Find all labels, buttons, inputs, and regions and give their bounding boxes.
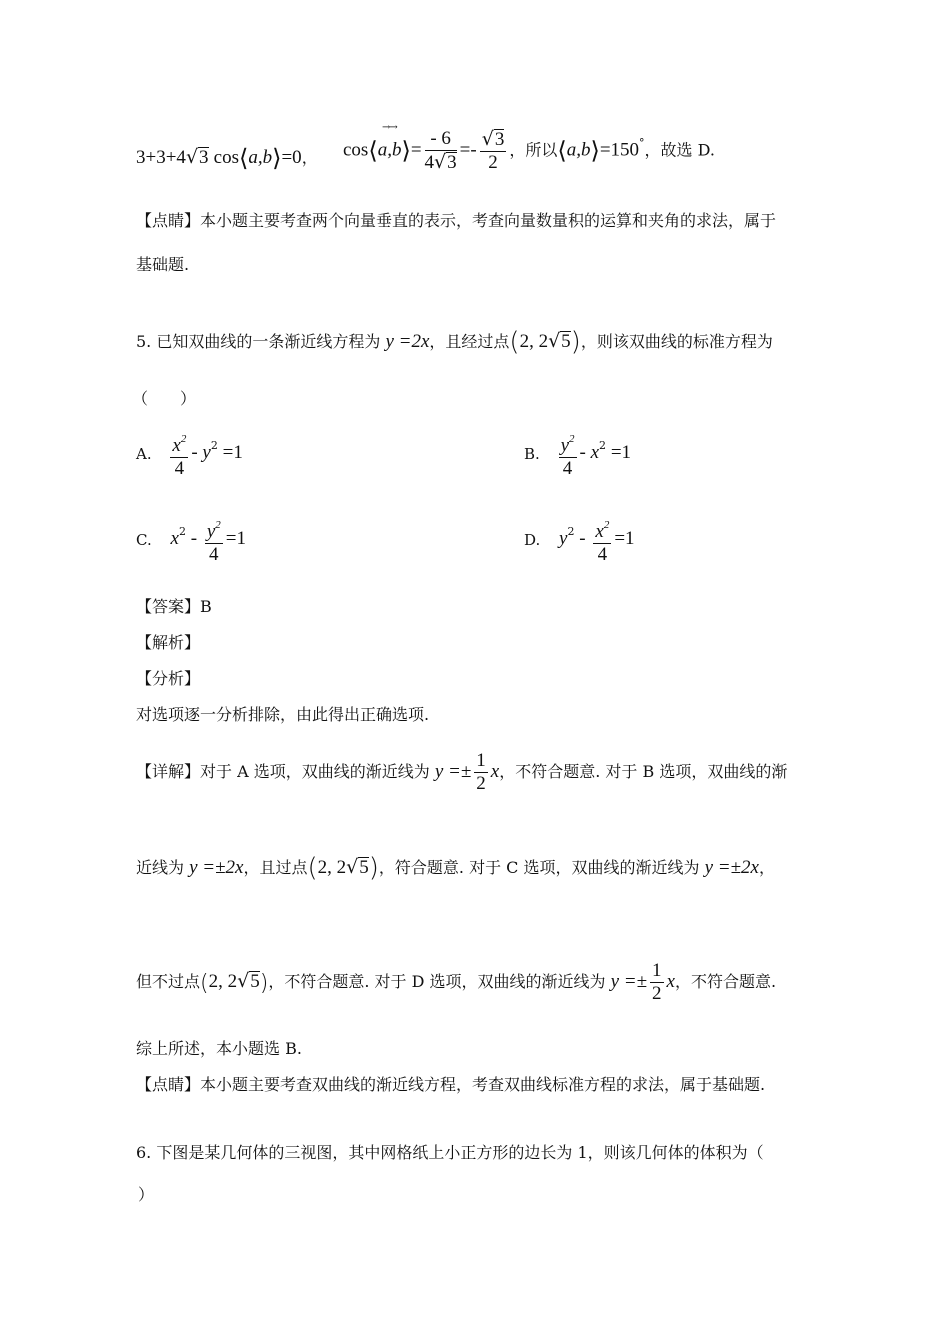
q5-stem-c: ，则该双曲线的标准方程为 xyxy=(580,332,773,351)
option-d-den: 4 xyxy=(597,544,608,565)
sup-2: 2 xyxy=(567,525,575,538)
option-c-den: 4 xyxy=(209,544,219,565)
cos-fraction-line xyxy=(343,128,715,174)
radical-sign-2: √ xyxy=(434,151,447,173)
half-num: 1 xyxy=(476,750,486,771)
radical-sign-4: √ xyxy=(548,330,561,352)
denominator xyxy=(425,151,457,174)
point-coords: 2, 2 xyxy=(519,331,549,352)
right-paren: ) xyxy=(259,971,269,996)
half-num: 1 xyxy=(652,960,662,981)
option-c-lead: x xyxy=(170,528,179,549)
vector-pair: a,b xyxy=(248,147,273,168)
sup-2: 2 xyxy=(599,439,607,452)
answer-line xyxy=(136,596,212,618)
num-sqrt: 3 xyxy=(494,129,505,150)
option-a-fraction xyxy=(170,428,188,480)
summary-line: 综上所述，本小题选 B. xyxy=(136,1039,302,1058)
review-2-line xyxy=(136,1074,765,1096)
fraction-sqrt3-2 xyxy=(480,128,507,174)
question-6-close: ） xyxy=(138,1185,155,1204)
option-b-fraction xyxy=(559,428,577,480)
vector-computation-line xyxy=(136,146,318,186)
var-y: y xyxy=(206,521,216,542)
vector-arrows: →→ xyxy=(382,122,397,133)
y-pm: y =± xyxy=(434,761,472,782)
option-b-num xyxy=(559,428,577,458)
option-b-label: B. xyxy=(524,445,540,463)
var-y: y xyxy=(560,435,570,456)
expr-sum: 3+3+4 xyxy=(136,147,186,168)
fraction-neg6 xyxy=(425,128,457,174)
analysis-tag: 【解析】 xyxy=(136,633,201,652)
detail-p2c: ，符合题意. 对于 C 选项，双曲线的渐近线为 xyxy=(378,858,700,877)
radical-sign-6: √ xyxy=(237,970,250,992)
option-d[interactable] xyxy=(524,514,635,566)
detail-p2b: ，且过点 xyxy=(243,858,308,877)
y-pm: y =± xyxy=(610,971,648,992)
review-1-line-1 xyxy=(136,210,776,232)
equals-150: =150 xyxy=(599,139,640,161)
option-c-minus: - xyxy=(190,528,198,549)
var-x: x xyxy=(666,971,675,992)
point-coords: 2, 2 xyxy=(208,971,238,992)
detail-p2a: 近线为 xyxy=(136,858,185,877)
question-5-stem xyxy=(136,327,773,357)
option-d-label: D. xyxy=(524,531,541,549)
sup-2: 2 xyxy=(569,433,575,445)
var-x: x xyxy=(595,521,604,542)
question-5-paren: （ ） xyxy=(132,389,197,408)
choose-d: ，故选 D. xyxy=(644,140,715,160)
right-angle: ⟩ xyxy=(272,144,282,172)
detail-tag: 【详解】 xyxy=(136,762,201,781)
cos-label-2: cos xyxy=(343,139,369,161)
option-b-rest: - x xyxy=(579,442,600,463)
degree-sign: ° xyxy=(639,136,645,150)
option-c[interactable] xyxy=(136,514,246,566)
asymptote-equation: y =2x xyxy=(385,331,430,352)
var-x: x xyxy=(490,761,500,782)
vector-pair-3: a,b xyxy=(566,139,591,161)
option-d-minus: - xyxy=(579,528,586,549)
fenxi-tag: 【分析】 xyxy=(136,669,201,688)
left-paren: ( xyxy=(307,853,318,883)
point-coords: 2, 2 xyxy=(317,857,347,878)
question-6-stem: 6. 下图是某几何体的三视图，其中网格纸上小正方形的边长为 1，则该几何体的体积为（ xyxy=(136,1143,764,1162)
var-x: x xyxy=(172,435,181,456)
radical-sign-5: √ xyxy=(346,856,359,878)
detail-p3c: ，不符合题意. xyxy=(674,972,777,991)
cos-label: cos xyxy=(213,147,239,168)
sup-2: 2 xyxy=(178,525,186,538)
right-paren: ) xyxy=(368,853,379,883)
half-den: 2 xyxy=(476,773,486,794)
equals-zero: =0 xyxy=(281,147,302,168)
option-c-fraction xyxy=(205,514,223,566)
right-angle-2: ⟩ xyxy=(401,136,411,165)
review-text-2: 本小题主要考查双曲线的渐近线方程，考查双曲线标准方程的求法，属于基础题. xyxy=(200,1075,766,1094)
detail-p3b: ，不符合题意. 对于 D 选项，双曲线的渐近线为 xyxy=(268,972,606,991)
option-a-den: 4 xyxy=(174,458,185,479)
left-paren: ( xyxy=(509,327,520,357)
review-1-line-2: 基础题. xyxy=(136,255,190,274)
point-sqrt: 5 xyxy=(250,971,260,992)
option-c-label: C. xyxy=(136,531,152,549)
review-tag: 【点睛】 xyxy=(136,211,201,230)
sqrt-3: 3 xyxy=(199,147,209,168)
half-fraction xyxy=(474,750,488,795)
numerator: - 6 xyxy=(425,128,457,151)
q5-stem-a: 5. 已知双曲线的一条渐近线方程为 xyxy=(136,332,381,351)
q5-stem-b: ，且经过点 xyxy=(429,332,510,351)
review-tag-2: 【点睛】 xyxy=(136,1075,201,1094)
option-d-lead: y xyxy=(559,528,568,549)
answer-tag: 【答案】 xyxy=(136,597,201,616)
left-angle: ⟨ xyxy=(238,144,249,172)
half-fraction xyxy=(650,960,664,1005)
option-c-eq: =1 xyxy=(225,528,246,549)
detail-line-1 xyxy=(136,750,787,795)
y-pm-2x-2: y =±2x xyxy=(704,857,759,878)
option-c-num xyxy=(205,514,223,544)
option-a-num xyxy=(170,428,188,458)
sup-2: 2 xyxy=(210,439,218,452)
point-sqrt: 5 xyxy=(359,857,369,878)
den-coef: 4 xyxy=(424,152,435,173)
equals: = xyxy=(410,139,422,161)
sup-2: 2 xyxy=(603,519,610,531)
detail-p2d: ， xyxy=(758,858,775,877)
suoyi-text: ，所以 xyxy=(509,140,558,160)
left-paren: ( xyxy=(200,971,209,996)
option-b-den: 4 xyxy=(562,458,573,479)
sup-2: 2 xyxy=(215,519,221,531)
radical-sign: √ xyxy=(185,146,199,168)
detail-p1a: 对于 A 选项，双曲线的渐近线为 xyxy=(200,762,430,781)
left-angle-3: ⟨ xyxy=(557,136,567,165)
option-a[interactable] xyxy=(136,428,243,480)
detail-p3a: 但不过点 xyxy=(136,972,201,991)
equals-neg: =- xyxy=(459,139,477,161)
option-a-rest: - y xyxy=(191,442,211,463)
right-paren: ) xyxy=(570,327,581,357)
option-d-num xyxy=(593,514,611,544)
option-b[interactable] xyxy=(524,428,631,480)
detail-p1b: ，不符合题意. 对于 B 选项，双曲线的渐 xyxy=(499,762,788,781)
detail-line-3 xyxy=(136,960,776,1005)
option-d-eq: =1 xyxy=(614,528,635,549)
sup-2: 2 xyxy=(180,433,187,445)
numerator-2 xyxy=(480,128,507,152)
option-d-fraction xyxy=(593,514,611,566)
option-a-label: A. xyxy=(136,445,152,463)
option-a-eq: =1 xyxy=(222,442,243,463)
den-sqrt: 3 xyxy=(447,152,457,173)
vector-pair-2: a,b xyxy=(377,139,402,161)
right-angle-3: ⟩ xyxy=(590,136,600,165)
review-text: 本小题主要考查两个向量垂直的表示，考查向量数量积的运算和夹角的求法，属于 xyxy=(200,211,777,230)
denominator-2: 2 xyxy=(488,152,498,173)
radical-sign-3: √ xyxy=(481,128,494,150)
comma: ， xyxy=(301,148,318,167)
y-pm-2x: y =±2x xyxy=(189,857,244,878)
left-angle-2: ⟨ xyxy=(368,136,378,165)
fenxi-text: 对选项逐一分析排除，由此得出正确选项. xyxy=(136,705,430,724)
detail-line-2 xyxy=(136,853,775,883)
point-sqrt: 5 xyxy=(561,331,571,352)
answer-value: B xyxy=(200,597,212,616)
half-den: 2 xyxy=(652,983,662,1004)
option-b-eq: =1 xyxy=(610,442,632,463)
